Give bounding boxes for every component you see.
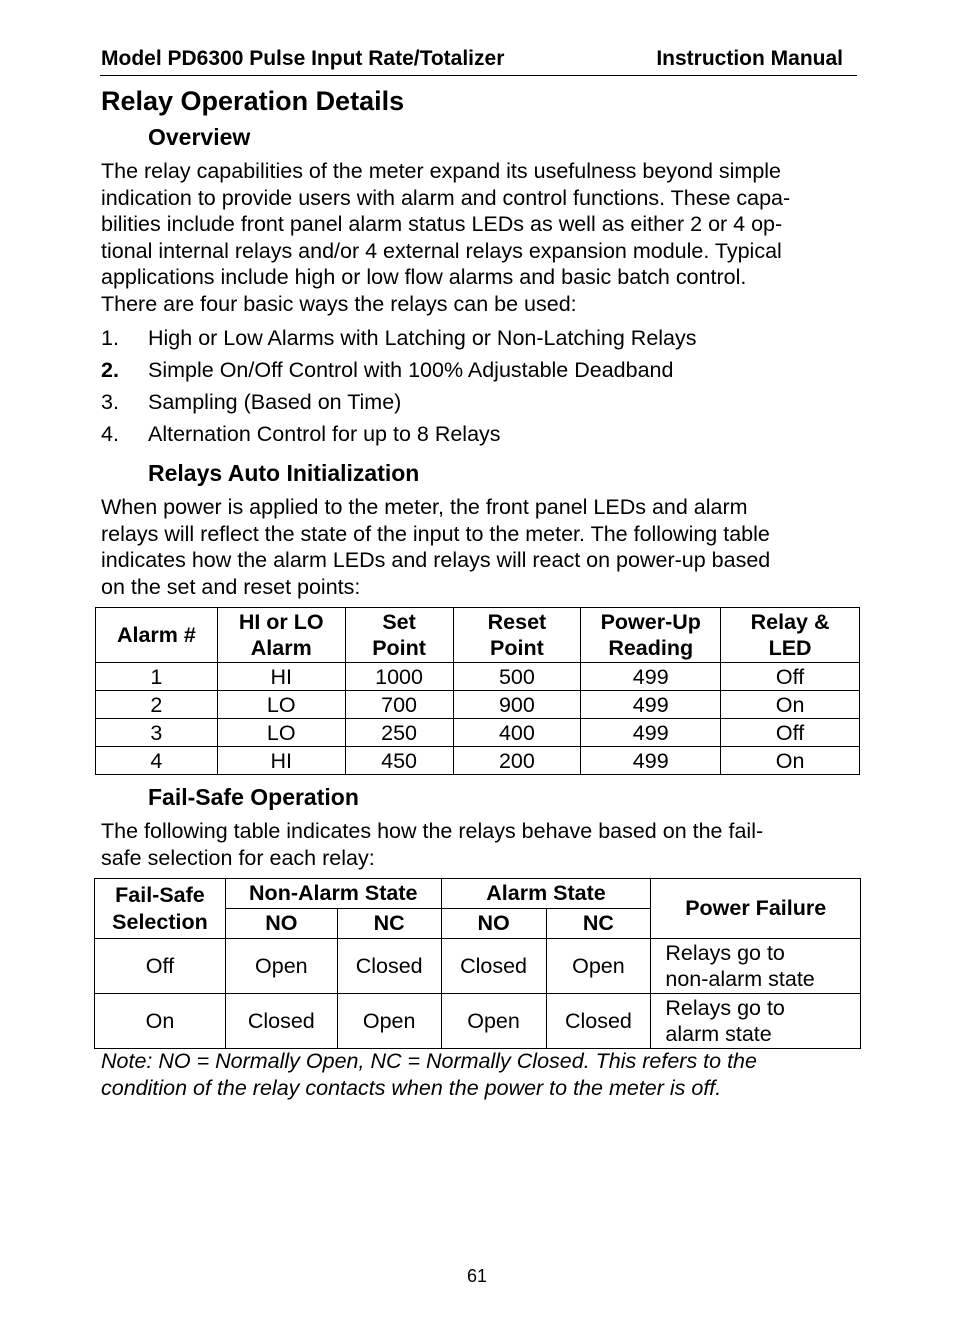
column-header-power-failure: Power Failure bbox=[651, 879, 861, 939]
auto-init-heading: Relays Auto Initialization bbox=[148, 460, 420, 486]
table-cell: LO bbox=[217, 691, 345, 719]
column-subheader-nc: NC bbox=[546, 909, 651, 939]
column-header-relay-led: Relay & LED bbox=[721, 608, 860, 663]
column-header-power-up: Power-Up Reading bbox=[581, 608, 721, 663]
table-cell: 450 bbox=[345, 747, 453, 775]
table-cell: 4 bbox=[96, 747, 218, 775]
table-cell: 499 bbox=[581, 663, 721, 691]
fail-safe-note bbox=[101, 1048, 757, 1102]
text-line: safe selection for each relay: bbox=[101, 845, 375, 870]
fail-safe-paragraph bbox=[101, 818, 861, 871]
table-cell: 1000 bbox=[345, 663, 453, 691]
note-line: Note: NO = Normally Open, NC = Normally Closed. This refers to the bbox=[101, 1049, 757, 1073]
column-header-hi-lo: HI or LO Alarm bbox=[217, 608, 345, 663]
text-line: indication to provide users with alarm and control functions. These capa- bbox=[101, 185, 791, 210]
column-header-fail-safe: Fail-Safe Selection bbox=[95, 879, 226, 939]
list-item bbox=[101, 386, 861, 418]
auto-init-paragraph bbox=[101, 494, 861, 600]
table-cell: Open bbox=[337, 994, 441, 1049]
list-item-number: 1. bbox=[101, 326, 119, 350]
table-cell-power-failure: Relays go to alarm state bbox=[651, 994, 861, 1049]
table-cell: Open bbox=[546, 939, 651, 994]
text-line: applications include high or low flow alarms and basic batch control. bbox=[101, 265, 747, 289]
column-header-alarm-state: Alarm State bbox=[441, 879, 651, 909]
text-line: tional internal relays and/or 4 external relays expansion module. Typical bbox=[101, 238, 782, 263]
table-cell: 200 bbox=[453, 747, 581, 775]
table-cell: Closed bbox=[546, 994, 651, 1049]
text-line: There are four basic ways the relays can be used: bbox=[101, 291, 577, 316]
table-cell: 499 bbox=[581, 691, 721, 719]
table-cell: HI bbox=[217, 747, 345, 775]
table-cell: Off bbox=[721, 663, 860, 691]
list-item bbox=[101, 418, 861, 450]
table-row bbox=[96, 691, 860, 719]
table-row bbox=[96, 747, 860, 775]
table-cell: 900 bbox=[453, 691, 581, 719]
fail-safe-table bbox=[94, 878, 861, 1049]
table-header-row bbox=[96, 608, 860, 663]
text-line: bilities include front panel alarm status LEDs as well as either 2 or 4 op- bbox=[101, 212, 783, 236]
table-cell: 3 bbox=[96, 719, 218, 747]
table-header-row bbox=[95, 879, 861, 909]
table-cell: Closed bbox=[225, 994, 337, 1049]
table-cell: 700 bbox=[345, 691, 453, 719]
table-cell: Closed bbox=[441, 939, 546, 994]
overview-paragraph bbox=[101, 158, 861, 317]
fail-safe-heading: Fail-Safe Operation bbox=[148, 784, 359, 810]
table-cell: Open bbox=[225, 939, 337, 994]
column-header-reset-point: Reset Point bbox=[453, 608, 581, 663]
list-item-text: High or Low Alarms with Latching or Non-Latching Relays bbox=[148, 326, 697, 350]
table-row bbox=[96, 719, 860, 747]
list-item bbox=[101, 354, 861, 386]
list-item-text: Alternation Control for up to 8 Relays bbox=[148, 422, 501, 446]
header-manual-title: Instruction Manual bbox=[656, 47, 843, 70]
column-header-alarm-number: Alarm # bbox=[96, 608, 218, 663]
table-cell: 1 bbox=[96, 663, 218, 691]
table-cell: 400 bbox=[453, 719, 581, 747]
table-cell: 2 bbox=[96, 691, 218, 719]
header-model-title: Model PD6300 Pulse Input Rate/Totalizer bbox=[101, 47, 505, 70]
table-cell: 250 bbox=[345, 719, 453, 747]
column-header-set-point: Set Point bbox=[345, 608, 453, 663]
text-line: on the set and reset points: bbox=[101, 574, 361, 599]
page-number: 61 bbox=[466, 1266, 488, 1286]
table-cell: Closed bbox=[337, 939, 441, 994]
text-line: The following table indicates how the relays behave based on the fail- bbox=[101, 819, 764, 843]
list-item bbox=[101, 322, 861, 354]
column-header-non-alarm-state: Non-Alarm State bbox=[225, 879, 441, 909]
table-cell: Off bbox=[721, 719, 860, 747]
column-subheader-no: NO bbox=[441, 909, 546, 939]
table-cell: On bbox=[95, 994, 226, 1049]
overview-heading: Overview bbox=[148, 124, 251, 150]
page-title: Relay Operation Details bbox=[101, 86, 405, 116]
column-subheader-no: NO bbox=[225, 909, 337, 939]
table-row bbox=[96, 663, 860, 691]
table-cell: Off bbox=[95, 939, 226, 994]
table-cell: LO bbox=[217, 719, 345, 747]
text-line: The relay capabilities of the meter expand its usefulness beyond simple bbox=[101, 159, 782, 183]
table-cell-power-failure: Relays go to non-alarm state bbox=[651, 939, 861, 994]
list-item-text: Sampling (Based on Time) bbox=[148, 390, 402, 414]
table-cell: HI bbox=[217, 663, 345, 691]
table-row bbox=[95, 994, 861, 1049]
note-line: condition of the relay contacts when the power to the meter is off. bbox=[101, 1076, 722, 1100]
column-subheader-nc: NC bbox=[337, 909, 441, 939]
table-cell: On bbox=[721, 747, 860, 775]
list-item-number: 4. bbox=[101, 422, 119, 446]
text-line: relays will reflect the state of the input to the meter. The following table bbox=[101, 521, 770, 546]
table-row bbox=[95, 939, 861, 994]
relay-uses-list bbox=[101, 322, 861, 450]
text-line: When power is applied to the meter, the front panel LEDs and alarm bbox=[101, 495, 748, 519]
table-cell: 500 bbox=[453, 663, 581, 691]
table-cell: 499 bbox=[581, 747, 721, 775]
list-item-number: 2. bbox=[101, 358, 119, 382]
table-cell: 499 bbox=[581, 719, 721, 747]
list-item-number: 3. bbox=[101, 390, 119, 414]
header-divider bbox=[100, 75, 857, 76]
table-cell: Open bbox=[441, 994, 546, 1049]
text-line: indicates how the alarm LEDs and relays will react on power-up based bbox=[101, 548, 771, 572]
auto-init-table bbox=[95, 607, 860, 775]
list-item-text: Simple On/Off Control with 100% Adjustable Deadband bbox=[148, 358, 674, 382]
table-cell: On bbox=[721, 691, 860, 719]
